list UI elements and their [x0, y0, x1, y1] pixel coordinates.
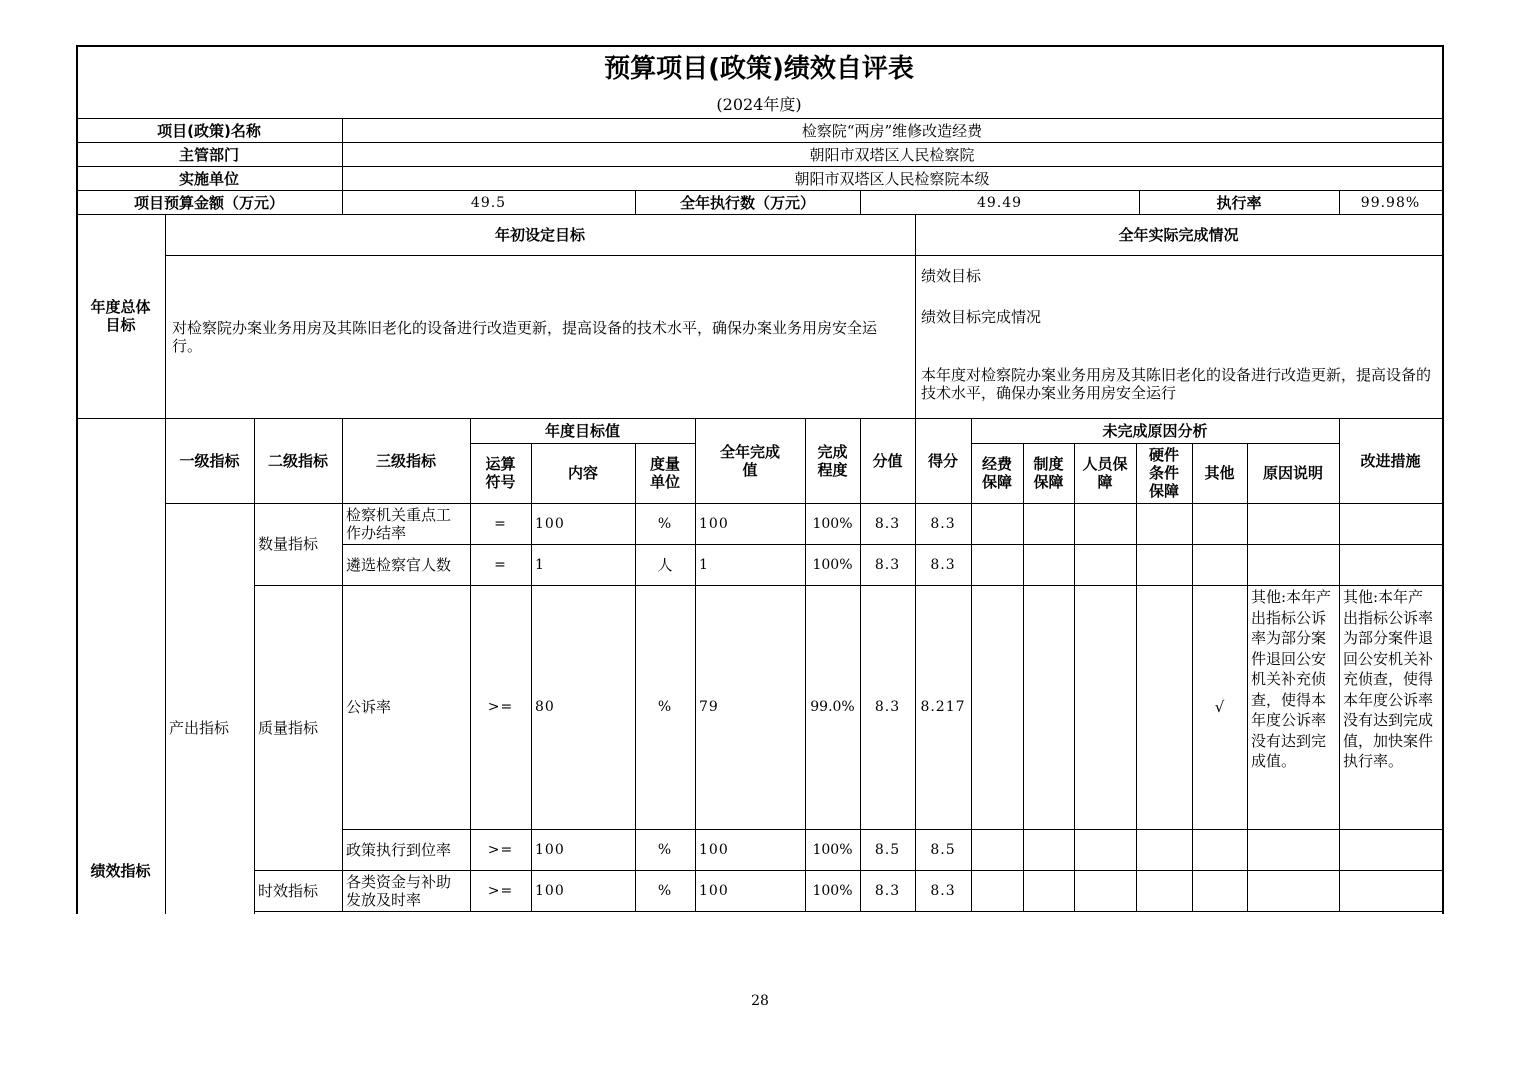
header-reason-other: 其他 [1204, 464, 1235, 482]
row-improvement-measures [1339, 546, 1442, 585]
initial-goal-text: 对检察院办案业务用房及其陈旧老化的设备进行改造更新，提高设备的技术水平，确保办案业务用房安全运行。 [172, 319, 878, 355]
row-operator: = [494, 556, 507, 573]
execution-rate-value: 99.98% [1360, 194, 1421, 211]
project-name-value: 检察院“两房”维修改造经费 [801, 121, 983, 140]
group-timeliness-indicator: 时效指标 [258, 881, 319, 900]
header-completion-degree: 完成程度 [817, 442, 848, 479]
row-actual-value: 100 [699, 841, 729, 858]
header-score-value: 分值 [872, 451, 903, 470]
header-reason-system: 制度保障 [1033, 455, 1064, 491]
grid-line [1023, 503, 1024, 911]
annual-execution-label: 全年执行数（万元） [679, 193, 815, 212]
row-indicator-name: 公诉率 [346, 698, 392, 716]
row-indicator-name: 遴选检察官人数 [346, 555, 452, 574]
header-operator: 运算符号 [485, 455, 516, 491]
grid-line [1139, 190, 1140, 214]
grid-line [1442, 45, 1444, 914]
row-target-content: 100 [535, 515, 565, 532]
row-target-content: 100 [535, 882, 565, 899]
row-score: 8.3 [930, 515, 956, 532]
grid-line [1136, 503, 1137, 911]
department-value: 朝阳市双塔区人民检察院 [809, 145, 975, 164]
grid-line [254, 911, 1442, 912]
row-actual-value: 79 [699, 699, 719, 715]
row-score: 8.3 [930, 556, 956, 573]
row-reason-other-mark [1192, 870, 1247, 911]
header-uncompleted-reason-group: 未完成原因分析 [1102, 421, 1208, 440]
performance-indicators-label: 绩效指标 [90, 862, 151, 880]
row-target-content: 80 [535, 699, 555, 715]
header-content: 内容 [567, 464, 598, 482]
group-output-indicator: 产出指标 [169, 719, 230, 737]
row-improvement-measures [1339, 872, 1442, 911]
row-score-value: 8.5 [874, 841, 901, 858]
header-improvement-measures: 改进措施 [1360, 451, 1421, 470]
project-name-label: 项目(政策)名称 [157, 121, 261, 140]
row-indicator-name: 政策执行到位率 [346, 840, 452, 859]
row-actual-value: 100 [699, 515, 729, 532]
budget-amount-value: 49.5 [470, 194, 507, 211]
row-reason-explanation [1247, 831, 1339, 870]
row-reason-explanation [1247, 546, 1339, 585]
row-actual-value: 100 [699, 882, 729, 899]
row-operator: = [494, 515, 507, 532]
annual-execution-value: 49.49 [976, 194, 1023, 211]
actual-completion-text: 本年度对检察院办案业务用房及其陈旧老化的设备进行改造更新，提高设备的技术水平，确保办案业务用房安全运行 [921, 366, 1432, 402]
row-completion-degree: 100% [812, 841, 853, 858]
report-year: (2024年度) [716, 95, 802, 114]
row-reason-other-mark [1192, 503, 1247, 544]
row-score-value: 8.3 [874, 515, 901, 532]
header-reason-hardware: 硬件条件保障 [1148, 446, 1179, 500]
header-unit: 度量单位 [649, 455, 680, 491]
annual-goal-label: 年度总体目标 [90, 298, 151, 334]
actual-completion-header: 全年实际完成情况 [1118, 226, 1239, 244]
row-indicator-name: 各类资金与补助发放及时率 [346, 872, 452, 909]
grid-line [1074, 503, 1075, 911]
row-reason-explanation: 其他:本年产出指标公诉率为部分案件退回公安机关补充侦查，使得本年度公诉率没有达到完成值。 [1251, 588, 1332, 770]
row-unit: % [657, 841, 673, 858]
budget-amount-label: 项目预算金额（万元） [133, 193, 284, 212]
actual-line-goal-completion: 绩效目标完成情况 [921, 308, 1042, 326]
row-unit: % [657, 882, 673, 899]
row-operator: >= [487, 882, 514, 899]
row-reason-other-mark [1192, 829, 1247, 870]
grid-line [76, 45, 1443, 47]
row-target-content: 100 [535, 841, 565, 858]
department-label: 主管部门 [178, 145, 239, 164]
row-indicator-name: 检察机关重点工作办结率 [346, 505, 452, 542]
execution-rate-label: 执行率 [1216, 193, 1262, 212]
grid-line [971, 503, 972, 911]
row-completion-degree: 100% [812, 882, 853, 899]
row-reason-explanation [1247, 505, 1339, 544]
row-completion-degree: 100% [812, 515, 853, 532]
row-unit: % [657, 699, 673, 715]
header-level1-indicator: 一级指标 [179, 451, 240, 470]
implementing-unit-value: 朝阳市双塔区人民检察院本级 [794, 169, 990, 188]
row-operator: >= [487, 841, 514, 858]
row-completion-degree: 99.0% [810, 699, 855, 715]
row-reason-other-mark [1192, 544, 1247, 585]
row-unit: % [657, 515, 673, 532]
header-score: 得分 [927, 451, 958, 470]
header-annual-actual: 全年完成值 [719, 442, 780, 479]
page-number: 28 [751, 993, 769, 1009]
row-actual-value: 1 [699, 556, 709, 573]
row-improvement-measures [1339, 831, 1442, 870]
actual-line-performance-goal: 绩效目标 [921, 267, 982, 285]
page-title: 预算项目(政策)绩效自评表 [604, 54, 914, 84]
row-reason-other-mark: √ [1214, 698, 1225, 716]
header-level2-indicator: 二级指标 [267, 451, 328, 470]
header-reason-explanation: 原因说明 [1262, 464, 1323, 482]
row-score: 8.5 [930, 841, 956, 858]
header-reason-funding: 经费保障 [981, 455, 1012, 491]
row-score-value: 8.3 [874, 882, 901, 899]
row-completion-degree: 100% [812, 556, 853, 573]
header-reason-staff: 人员保障 [1082, 455, 1128, 491]
row-score-value: 8.3 [874, 699, 901, 715]
row-reason-explanation [1247, 872, 1339, 911]
row-operator: >= [487, 699, 514, 715]
row-score: 8.3 [930, 882, 956, 899]
header-level3-indicator: 三级指标 [375, 451, 436, 470]
row-target-content: 1 [535, 556, 545, 573]
row-improvement-measures: 其他:本年产出指标公诉率为部分案件退回公安机关补充侦查，使得本年度公诉率没有达到完成值，加快案件执行率。 [1343, 588, 1434, 770]
group-quantity-indicator: 数量指标 [258, 535, 319, 553]
group-quality-indicator: 质量指标 [258, 718, 319, 737]
header-annual-target-group: 年度目标值 [544, 421, 620, 440]
row-unit: 人 [657, 555, 673, 574]
row-score-value: 8.3 [874, 556, 901, 573]
row-improvement-measures [1339, 505, 1442, 544]
row-score: 8.217 [920, 699, 966, 715]
implementing-unit-label: 实施单位 [178, 169, 239, 188]
initial-goal-header: 年初设定目标 [494, 226, 585, 244]
